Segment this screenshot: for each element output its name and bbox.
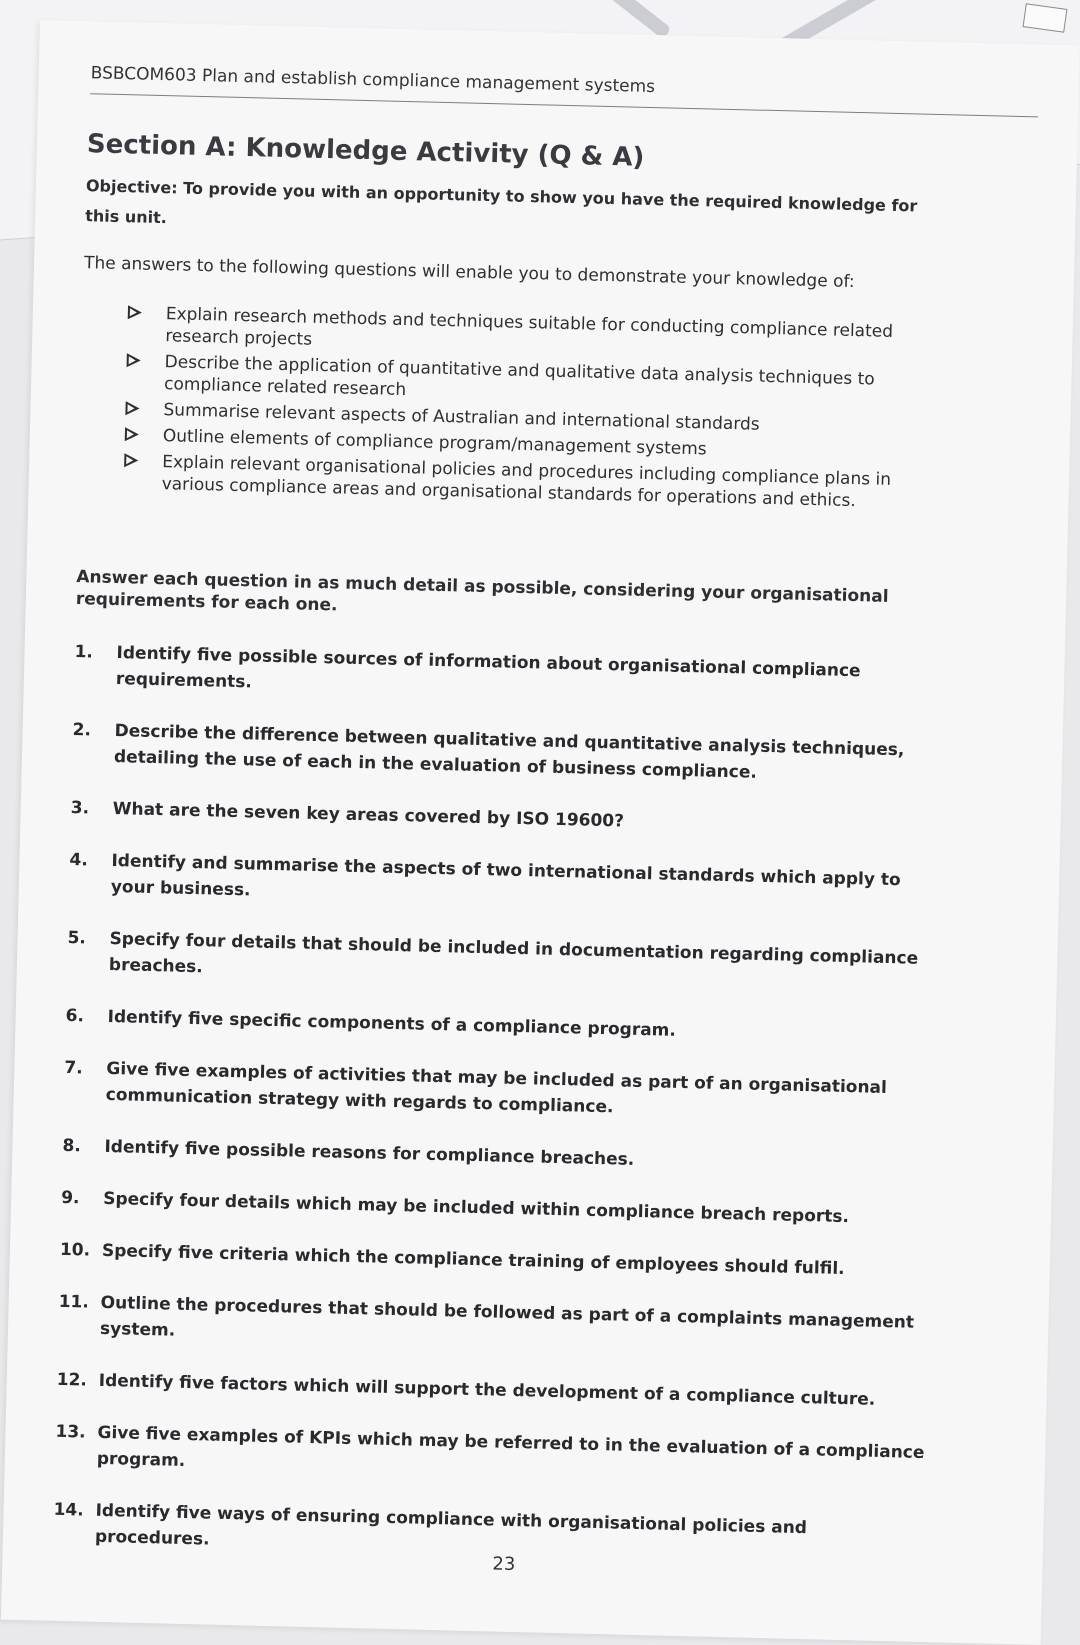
question-text: What are the seven key areas covered by ISO 19600? bbox=[112, 799, 625, 832]
question-item bbox=[67, 925, 938, 998]
question-number: 6. bbox=[65, 1005, 85, 1027]
question-text: Specify four details that should be included in documentation regarding compliance breaches. bbox=[108, 928, 919, 978]
question-text: Identify five specific components of a compliance program. bbox=[107, 1006, 677, 1041]
question-number: 10. bbox=[59, 1239, 91, 1261]
arrow-bullet-icon bbox=[125, 401, 139, 415]
question-item bbox=[72, 717, 943, 790]
question-number: 13. bbox=[55, 1421, 86, 1443]
question-number: 1. bbox=[74, 642, 94, 663]
question-text: Outline the procedures that should be followed as part of a complaints management system. bbox=[99, 1292, 915, 1341]
question-item bbox=[56, 1367, 926, 1414]
page-number: 23 bbox=[492, 1553, 516, 1576]
objective-text: Objective: To provide you with an opportunity to show you have the required knowledge for this unit. bbox=[85, 176, 918, 228]
question-text: Give five examples of activities that may be included as part of an organisational communication strategy with regards to compliance. bbox=[105, 1058, 888, 1118]
intro-text: The answers to the following questions will enable you to demonstrate your knowledge of: bbox=[83, 253, 855, 292]
question-number: 5. bbox=[67, 927, 87, 949]
document-page bbox=[1, 20, 1080, 1645]
question-number: 3. bbox=[70, 797, 90, 819]
question-number: 7. bbox=[64, 1057, 83, 1079]
question-text: Identify five possible reasons for compliance breaches. bbox=[104, 1136, 635, 1170]
question-item bbox=[62, 1133, 932, 1180]
question-item bbox=[53, 1497, 924, 1570]
arrow-bullet-icon bbox=[124, 453, 138, 467]
question-text: Describe the difference between qualitative and quantitative analysis techniques, detailing the use of each in the evaluation of business compliance. bbox=[113, 721, 905, 783]
question-text: Give five examples of KPIs which may be referred to in the evaluation of a compliance program. bbox=[96, 1422, 925, 1471]
question-list bbox=[52, 639, 945, 1596]
question-item bbox=[70, 795, 940, 842]
question-item bbox=[55, 1419, 926, 1492]
question-number: 14. bbox=[53, 1499, 84, 1521]
section-title: Section A: Knowledge Activity (Q & A) bbox=[86, 129, 645, 173]
question-number: 2. bbox=[72, 720, 92, 741]
question-item bbox=[61, 1185, 931, 1232]
question-item bbox=[65, 1003, 935, 1050]
question-text: Specify five criteria which the compliance training of employees should fulfil. bbox=[101, 1240, 845, 1280]
question-number: 12. bbox=[56, 1369, 88, 1391]
arrow-bullet-icon bbox=[128, 305, 142, 319]
question-item bbox=[63, 1055, 934, 1128]
question-number: 11. bbox=[58, 1291, 90, 1313]
question-item bbox=[58, 1289, 929, 1362]
course-header: BSBCOM603 Plan and establish compliance management systems bbox=[90, 63, 1038, 117]
question-text: Identify five factors which will support the development of a compliance culture. bbox=[98, 1370, 876, 1410]
question-number: 4. bbox=[69, 849, 89, 871]
question-number: 8. bbox=[62, 1135, 82, 1157]
bullet-text: Outline elements of compliance program/management systems bbox=[162, 426, 707, 460]
arrow-bullet-icon bbox=[127, 353, 141, 367]
question-text: Specify four details which may be included within compliance breach reports. bbox=[102, 1188, 850, 1228]
question-text: Identify and summarise the aspects of two international standards which apply to your business. bbox=[110, 851, 901, 901]
question-text: Identify five possible sources of information about organisational compliance requirements. bbox=[115, 643, 861, 693]
bullet-text: Explain research methods and techniques suitable for conducting compliance related research projects bbox=[165, 304, 894, 350]
arrow-bullet-icon bbox=[125, 427, 139, 441]
instruction-text: Answer each question in as much detail as possible, considering your organisational requirements for each one. bbox=[75, 567, 889, 616]
bullet-text: Summarise relevant aspects of Australian and international standards bbox=[163, 400, 760, 435]
question-item bbox=[69, 847, 940, 920]
question-item bbox=[74, 639, 945, 712]
knowledge-bullet-list bbox=[123, 302, 948, 518]
bullet-text: Describe the application of quantitative and qualitative data analysis techniques to compliance related research bbox=[163, 352, 875, 401]
bullet-text: Explain relevant organisational policies and procedures including compliance plans in various compliance areas and organisational standards for operations and ethics. bbox=[161, 452, 892, 512]
question-item bbox=[60, 1237, 930, 1284]
question-number: 9. bbox=[60, 1187, 80, 1209]
question-text: Identify five ways of ensuring compliance with organisational policies and procedures. bbox=[94, 1500, 808, 1550]
